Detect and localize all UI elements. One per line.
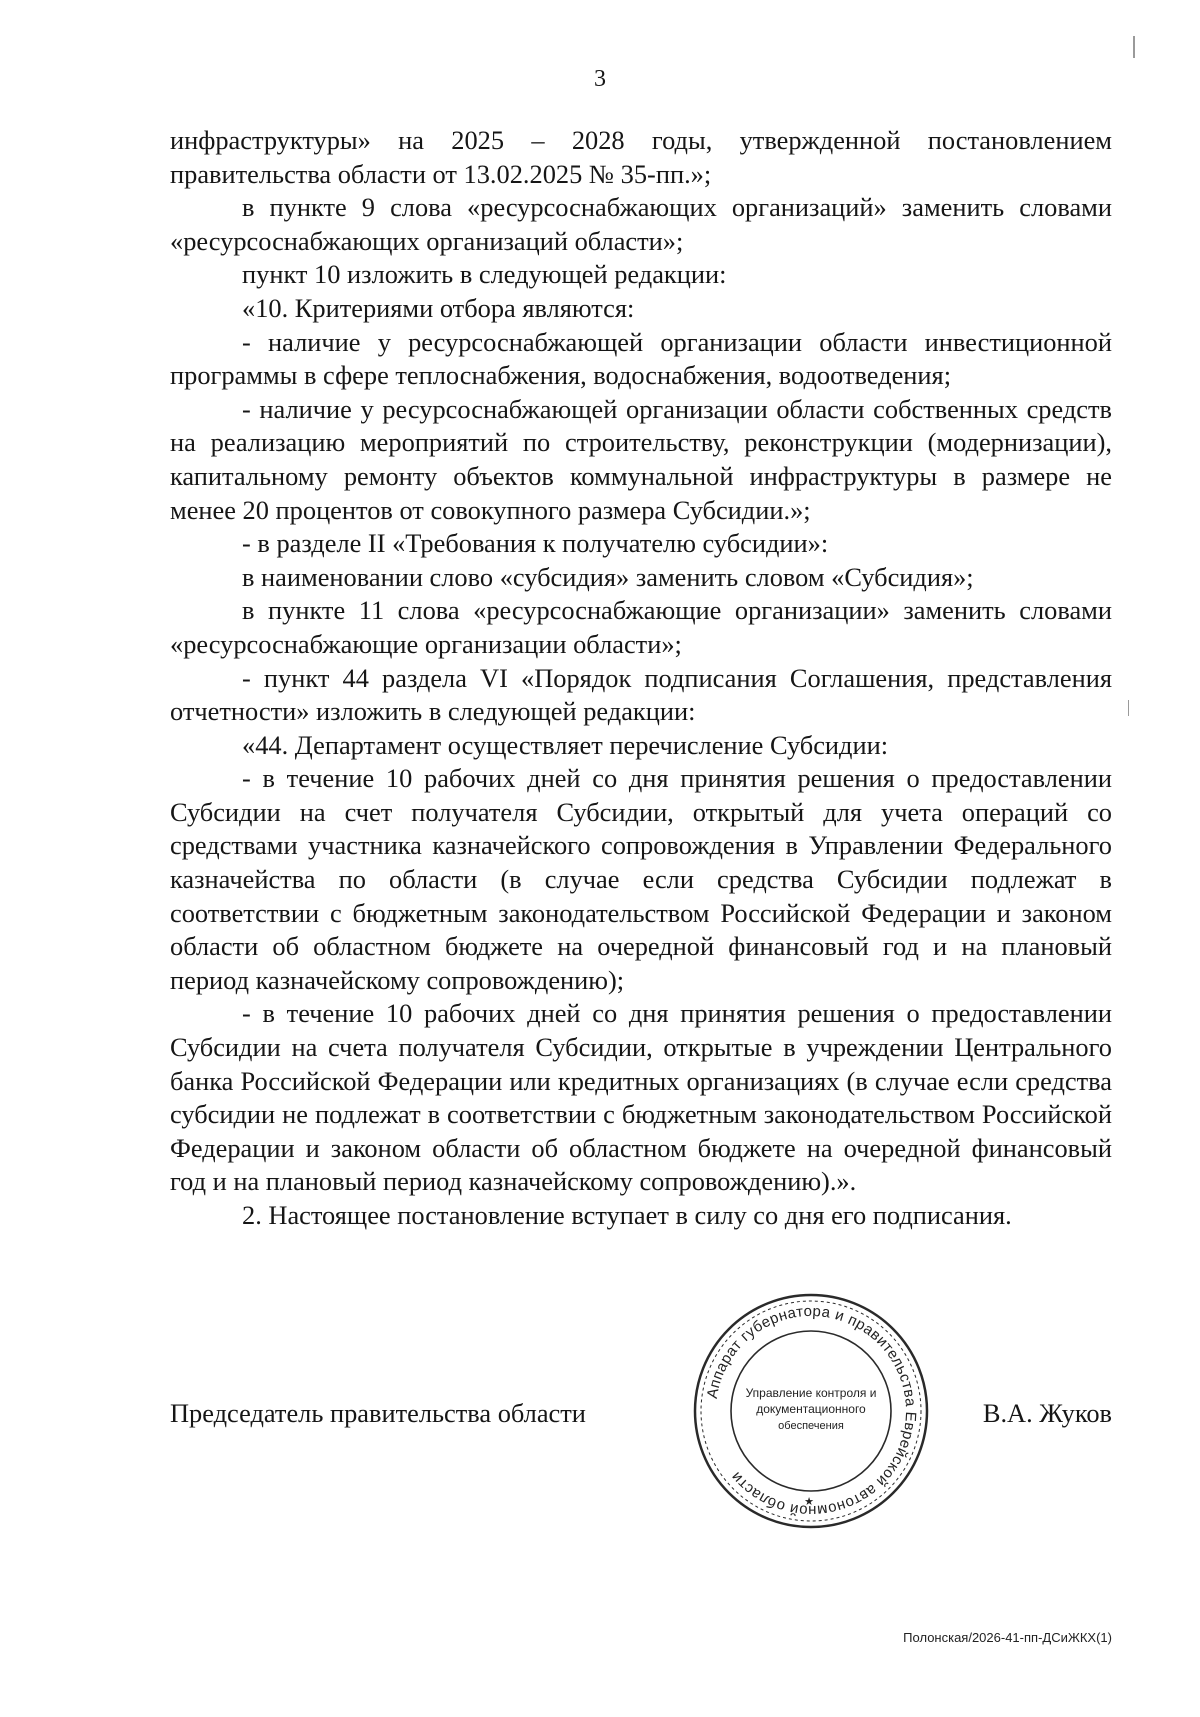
- document-body: [170, 124, 1112, 1233]
- paragraph: - наличие у ресурсоснабжающей организации области инвестиционной программы в сфере теплоснабжения, водоснабжения, водоотведения;: [170, 326, 1112, 391]
- seal-stamp-icon: [692, 1292, 930, 1530]
- paragraph: в пункте 9 слова «ресурсоснабжающих организаций» заменить словами «ресурсоснабжающих организаций области»;: [170, 192, 1112, 256]
- paragraph: - в течение 10 рабочих дней со дня принятия решения о предоставлении Субсидии на счет получателя Субсидии, открытый для учета операций со средствами участника казначейского сопровождения в Управлении Федерального казначейства по области (в случае если средства Субсидии подлежат в соответствии с бюджетным законодательством Российской Федерации и законом области об областном бюджете на очередной финансовый год и на плановый период казначейскому сопровождению);: [170, 763, 1112, 995]
- paragraph: инфраструктуры» на 2025 – 2028 годы, утвержденной постановлением правительства области от 13.02.2025 № 35-пп.»;: [170, 125, 1112, 189]
- document-reference: Полонская/2026-41-пп-ДСиЖКХ(1): [903, 1630, 1112, 1645]
- paragraph: 2. Настоящее постановление вступает в силу со дня его подписания.: [242, 1200, 1012, 1230]
- paragraph: в наименовании слово «субсидия» заменить словом «Субсидия»;: [242, 561, 974, 592]
- paragraph: - в течение 10 рабочих дней со дня принятия решения о предоставлении Субсидии на счета получателя Субсидии, открытые в учреждении Центрального банка Российской Федерации или кредитных организациях (в случае если средства субсидии не подлежат в соответствии с бюджетным законодательством Российской Федерации и законом области об областном бюджете на очередной финансовый год и на плановый период казначейскому сопровождению).».: [170, 998, 1112, 1197]
- seal-star-icon: ★: [804, 1495, 814, 1508]
- paragraph: - в разделе II «Требования к получателю субсидии»:: [242, 528, 829, 559]
- page-number: 3: [594, 66, 606, 92]
- seal-inner-line: документационного: [756, 1402, 866, 1416]
- seal-inner-line: Управление контроля и: [745, 1386, 877, 1400]
- scan-edge-mark: [1128, 700, 1129, 716]
- paragraph: - наличие у ресурсоснабжающей организации области собственных средств на реализацию мероприятий по строительству, реконструкции (модернизации), капитальному ремонту объектов коммунальной инфраструктуры в размере не менее 20 процентов от совокупного размера Субсидии.»;: [170, 393, 1112, 525]
- paragraph: «44. Департамент осуществляет перечисление Субсидии:: [242, 729, 889, 760]
- scan-edge-mark: [1133, 36, 1135, 58]
- signature-block: [170, 1398, 1112, 1438]
- paragraph: в пункте 11 слова «ресурсоснабжающие организации» заменить словами «ресурсоснабжающие организации области»;: [170, 595, 1112, 659]
- seal-outer-text: Аппарат губернатора и правительства Еврейской автономной области: [703, 1302, 920, 1520]
- paragraph: - пункт 44 раздела VI «Порядок подписания Соглашения, представления отчетности» изложить в следующей редакции:: [170, 662, 1112, 727]
- signatory-position: Председатель правительства области: [170, 1398, 586, 1428]
- paragraph: «10. Критериями отбора являются:: [242, 292, 635, 323]
- paragraph: пункт 10 изложить в следующей редакции:: [242, 259, 727, 290]
- seal-inner-line: обеспечения: [778, 1420, 844, 1432]
- signatory-name: В.А. Жуков: [982, 1398, 1112, 1428]
- official-seal: [692, 1292, 930, 1530]
